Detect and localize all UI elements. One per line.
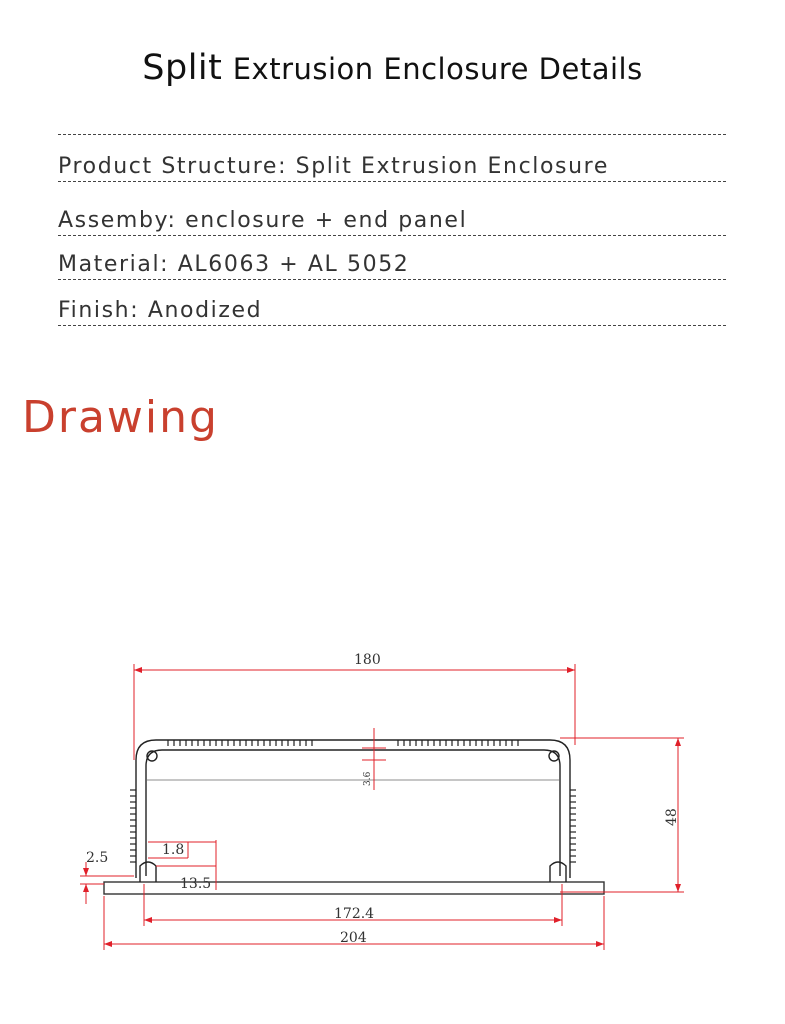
base-plate [104, 882, 604, 894]
drawing-heading: Drawing [22, 392, 219, 443]
slot-foot-right [550, 862, 566, 882]
spec-value: enclosure + end panel [185, 208, 468, 233]
shell-inner [146, 750, 560, 876]
title-word-split: Split [142, 48, 223, 88]
dim-rib: 3.6 [363, 771, 373, 786]
spec-label: Product Structure: [58, 154, 288, 179]
shell-outer [136, 740, 570, 878]
spec-value: Anodized [147, 298, 263, 323]
dim-base-width: 204 [340, 930, 367, 946]
enclosure-profile [104, 740, 604, 894]
spec-label: Finish: [58, 298, 140, 323]
slot-foot-left [140, 862, 156, 882]
title-rest: Extrusion Enclosure Details [232, 52, 643, 86]
dim-lip: 2.5 [86, 850, 109, 866]
spec-label: Assemby: [58, 208, 177, 233]
dim-inner-width: 172.4 [334, 906, 375, 922]
heat-fins [130, 740, 576, 862]
dimension-lines [80, 664, 684, 950]
spec-value: AL6063 + AL 5052 [177, 252, 410, 277]
spec-label: Material: [58, 252, 170, 277]
dim-slot: 1.8 [162, 842, 185, 858]
spec-value: Split Extrusion Enclosure [295, 154, 609, 179]
dim-offset: 13.5 [180, 876, 212, 892]
dim-width-top: 180 [354, 652, 381, 668]
dim-height: 48 [664, 808, 680, 826]
